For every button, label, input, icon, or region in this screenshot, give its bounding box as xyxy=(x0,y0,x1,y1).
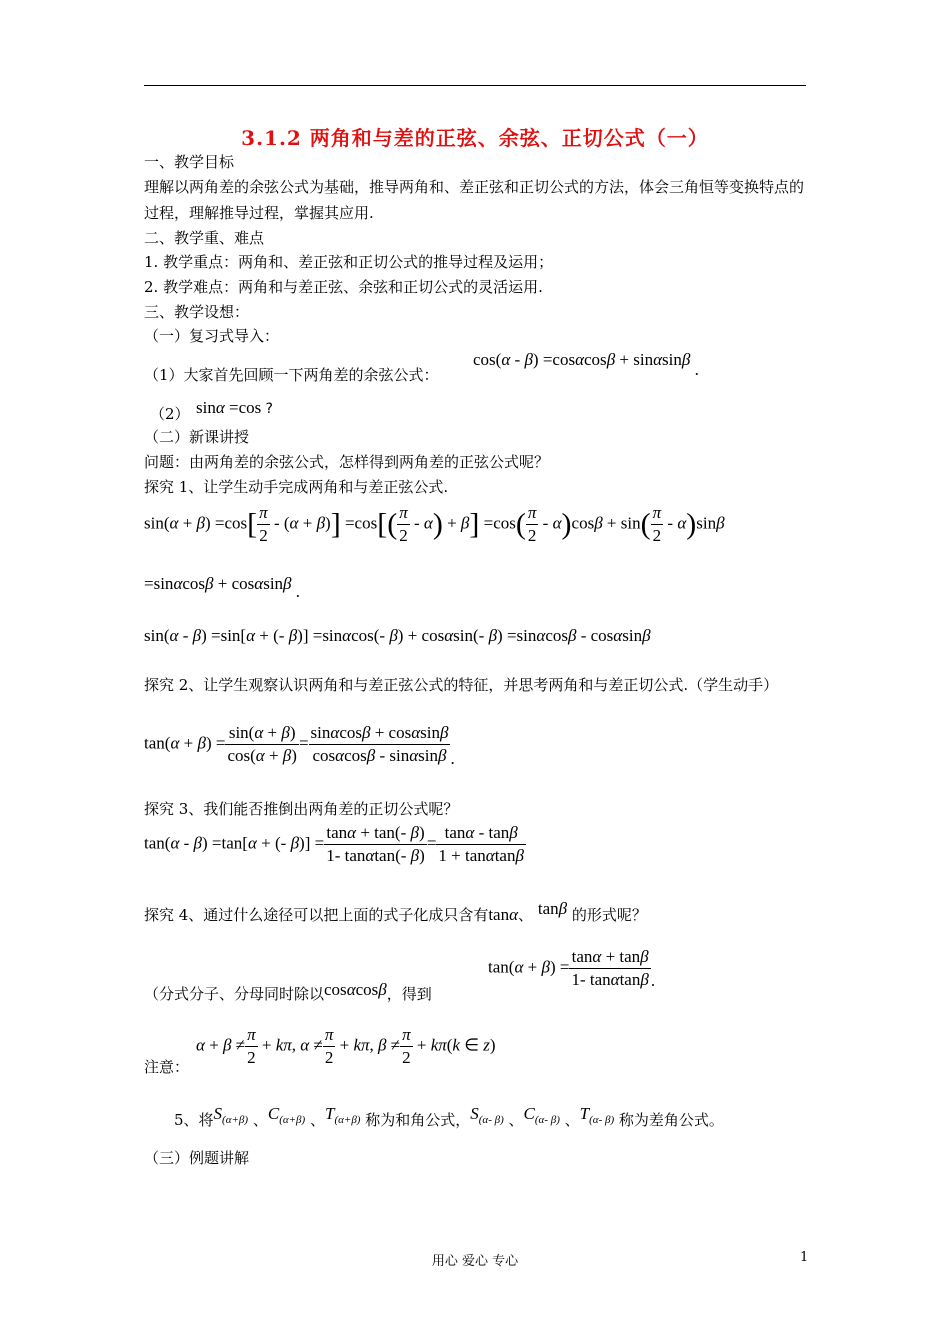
key-point-2: 2. 教学难点：两角和与差正弦、余弦和正切公式的灵活运用. xyxy=(144,278,543,296)
explore-3: 探究 3、我们能否推倒出两角差的正切公式呢？ xyxy=(144,800,459,818)
review-2: （2） xyxy=(150,405,190,423)
formula-sin-diff: sin(α - β) =sin[α + (- β)] =sinαcos(- β) + cosαsin(- β) =sinαcosβ - cosαsinβ xyxy=(144,626,651,645)
question: 问题：由两角差的余弦公式，怎样得到两角差的正弦公式呢？ xyxy=(144,453,550,471)
part-new: （二）新课讲授 xyxy=(144,428,250,446)
explore-4-text-b: 、 xyxy=(518,906,534,924)
divide-note-text-a: （分式分子、分母同时除以 xyxy=(144,985,325,1003)
explore-4-text-c: 的形式呢？ xyxy=(571,906,647,924)
formula-sin-cos: sinα =cos ? xyxy=(196,398,273,417)
divide-note-text-b: ，得到 xyxy=(386,985,432,1003)
item-5-text-c: 称为差角公式。 xyxy=(618,1111,724,1129)
item-5: 5、将$S_{(\alpha+\beta)}$ 、$C_{(\alpha+\beta)}$ 、$T_{(\alpha+\beta)}$ 称为和角公式，$S_{(\alpha- \beta)}$ 、$C_{(\alpha- \beta)}$ 、$T_{(\alpha- \beta)}$ 称为差角公式。 xyxy=(174,1104,724,1129)
section-heading-goals: 一、教学目标 xyxy=(144,153,235,171)
explore-4-text-a: 探究 4、通过什么途径可以把上面的式子化成只含有 xyxy=(144,906,489,924)
section-heading-key: 二、教学重、难点 xyxy=(144,229,265,247)
note-label: 注意： xyxy=(144,1058,190,1076)
part-examples: （三）例题讲解 xyxy=(144,1149,250,1167)
part-review: （一）复习式导入： xyxy=(144,327,280,345)
explore-2: 探究 2、让学生观察认识两角和与差正弦公式的特征，并思考两角和与差正切公式.（学生动手） xyxy=(144,676,779,694)
divide-note: （分式分子、分母同时除以cosαcosβ，得到 xyxy=(144,980,432,1003)
explore-4: 探究 4、通过什么途径可以把上面的式子化成只含有tanα、 tanβ 的形式呢？ xyxy=(144,899,647,924)
formula-tan-sum-derivation: tan(α + β) = $\frac{\sin(\alpha + \beta)}{\cos(\alpha + \beta)}$ = $\frac{\sin\alpha\cos\beta + \cos\alpha\sin\beta}{\cos\alpha\cos\beta - \sin\alpha\sin\beta}$ . xyxy=(144,723,455,769)
formula-domain-condition: α + β ≠ $\frac{\pi}{2}$ + kπ, α ≠ $\frac{\pi}{2}$ + kπ, β ≠ $\frac{\pi}{2}$ + kπ(k ∈ z) xyxy=(196,1025,496,1067)
item-5-text-b: 称为和角公式， xyxy=(365,1111,471,1129)
page-number: 1 xyxy=(800,1250,809,1265)
explore-1: 探究 1、让学生动手完成两角和与差正弦公式. xyxy=(144,478,449,496)
section-heading-design: 三、教学设想： xyxy=(144,303,250,321)
formula-cos-diff: cos(α - β) =cosαcosβ + sinαsinβ . xyxy=(473,350,699,379)
formula-sin-sum-result: =sinαcosβ + cosαsinβ . xyxy=(144,574,301,601)
formula-sin-sum-derivation: sin(α + β) =cos[ $\frac{\pi}{2}$ - (α + β)] =cos[( $\frac{\pi}{2}$ - α) + β] =cos( $\frac{\pi}{2}$ - α)cosβ + sin( $\frac{\pi}{2}$ - α)sinβ xyxy=(144,503,725,545)
formula-tan-diff: tan(α - β) =tan[α + (- β)] = $\frac{\tan\alpha + \tan(- \beta)}{1- \tan\alpha\tan(- \beta)}$ = $\frac{\tan\alpha - \tan\beta}{1 + \tan\alpha\tan\beta}$ xyxy=(144,823,524,865)
formula-tan-sum: tan(α + β) = $\frac{\tan\alpha + \tan\beta}{1- \tan\alpha\tan\beta}$ . xyxy=(488,947,656,991)
goal-paragraph: 理解以两角差的余弦公式为基础，推导两角和、差正弦和正切公式的方法，体会三角恒等变换特点的过程，理解推导过程，掌握其应用. xyxy=(144,178,805,222)
footer-text: 用心 爱心 专心 xyxy=(431,1254,519,1269)
header-rule xyxy=(144,85,806,86)
item-5-text-a: 5、将 xyxy=(174,1111,214,1129)
page-title: 3.1.2 两角和与差的正弦、余弦、正切公式（一） xyxy=(241,126,709,150)
review-1: （1）大家首先回顾一下两角差的余弦公式： xyxy=(144,366,439,384)
key-point-1: 1. 教学重点：两角和、差正弦和正切公式的推导过程及运用； xyxy=(144,253,554,271)
